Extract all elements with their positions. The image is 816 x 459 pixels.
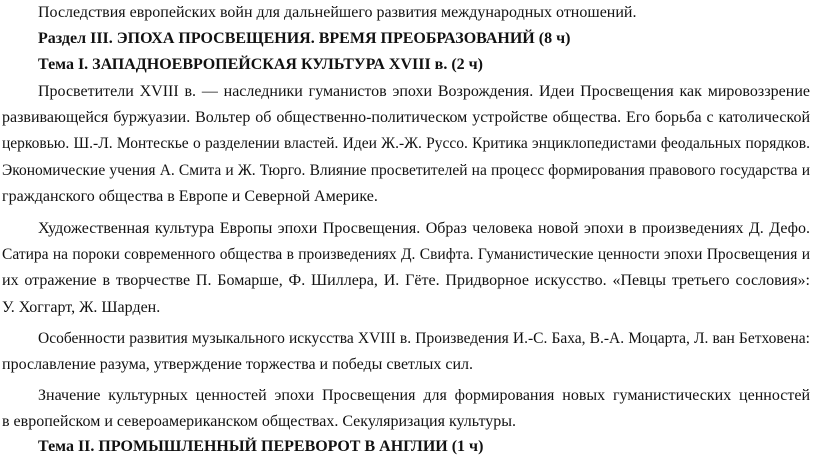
paragraph-line: Художественная культура Европы эпохи Просвещения. Образ человека новой эпохи в произведениях Д. Дефо. (38, 220, 810, 237)
paragraph-line: Значение культурных ценностей эпохи Просвещения для формирования новых гуманистических ценностей (38, 387, 810, 404)
paragraph-line: Просветители XVIII в. — наследники гуманистов эпохи Возрождения. Идеи Просвещения как мировоззрение (38, 83, 810, 100)
paragraph-line: церковью. Ш.-Л. Монтескье о разделении властей. Идеи Ж.-Ж. Руссо. Критика энциклопедистами феодальных порядков. (2, 135, 810, 152)
paragraph-line: У. Хоггарт, Ж. Шарден. (2, 299, 161, 316)
paragraph-line: Экономические учения А. Смита и Ж. Тюрго. Влияние просветителей на процесс формирования правового государства и (2, 162, 810, 179)
topic-2-heading: Тема II. ПРОМЫШЛЕННЫЙ ПЕРЕВОРОТ В АНГЛИИ (1 ч) (38, 438, 484, 455)
paragraph-line: прославление разума, утверждение торжества и победы светлых сил. (2, 356, 474, 373)
paragraph-line: их отражение в творчестве П. Бомарше, Ф. Шиллера, И. Гёте. Придворное искусство. «Певцы третьего сословия»: (2, 272, 810, 289)
section-heading: Раздел III. ЭПОХА ПРОСВЕЩЕНИЯ. ВРЕМЯ ПРЕОБРАЗОВАНИЙ (8 ч) (38, 30, 571, 47)
paragraph-line: в европейском и североамериканском обществах. Секуляризация культуры. (2, 413, 516, 430)
topic-1-heading: Тема I. ЗАПАДНОЕВРОПЕЙСКАЯ КУЛЬТУРА XVIII в. (2 ч) (38, 56, 483, 73)
paragraph-line: развивающейся буржуазии. Вольтер об общественно-политическом устройстве общества. Его борьба с католической (2, 109, 810, 126)
paragraph-line: гражданского общества в Европе и Северной Америке. (2, 188, 378, 205)
paragraph-line: Особенности развития музыкального искусства XVIII в. Произведения И.-С. Баха, В.-А. Моцарта, Л. ван Бетховена: (38, 330, 810, 347)
paragraph-line: Сатира на пороки современного общества в произведениях Д. Свифта. Гуманистические ценности эпохи Просвещения и (2, 246, 810, 263)
intro-line: Последствия европейских войн для дальнейшего развития международных отношений. (38, 4, 637, 21)
